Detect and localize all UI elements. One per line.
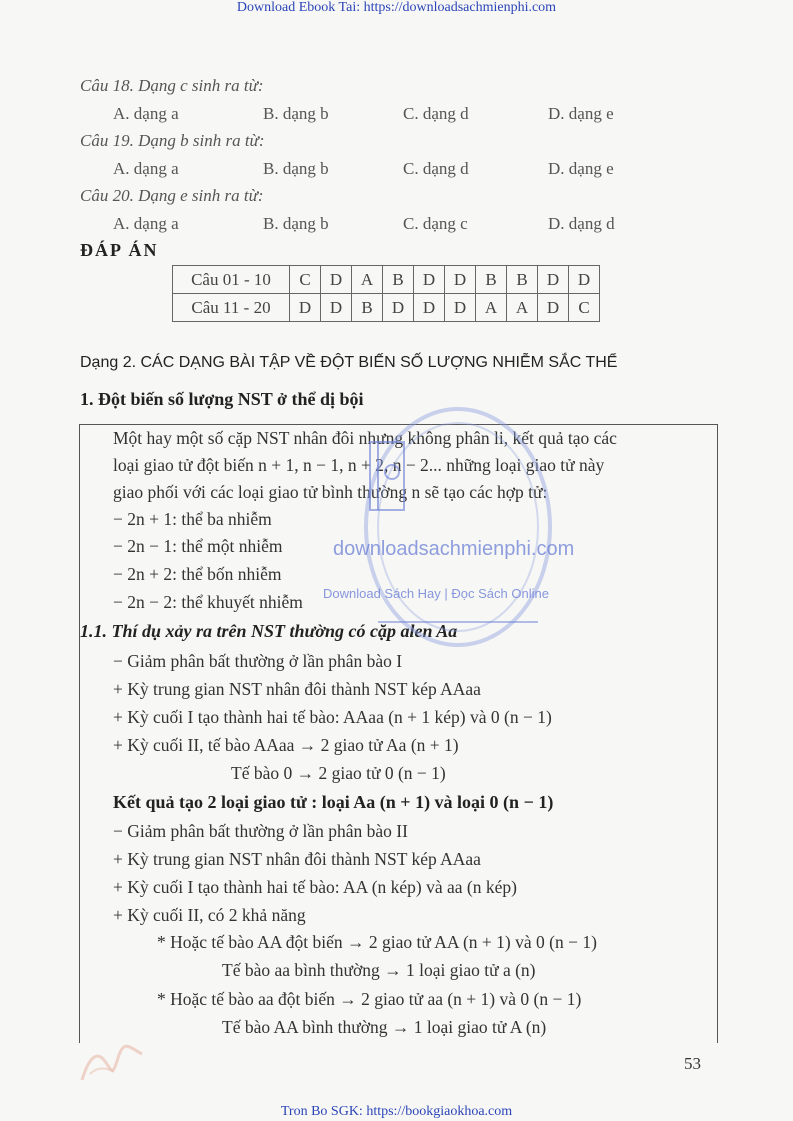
question-19-option-b: B. dạng b <box>263 159 329 178</box>
case2-line: * Hoặc tế bào AA đột biến → 2 giao tử AA (n + 1) và 0 (n − 1) <box>157 932 597 952</box>
intro-line: loại giao tử đột biến n + 1, n − 1, n + 2, n − 2... những loại giao tử này <box>113 455 605 475</box>
section-title: Dạng 2. CÁC DẠNG BÀI TẬP VỀ ĐỘT BIẾN SỐ LƯỢNG NHIỄM SẮC THỂ <box>80 354 618 371</box>
example-heading: 1.1. Thí dụ xảy ra trên NST thường có cặp alen Aa <box>80 621 458 641</box>
question-18-option-c: C. dạng d <box>403 104 469 123</box>
question-20-stem: Câu 20. Dạng e sinh ra từ: <box>80 186 264 205</box>
footer-sgk-link[interactable]: Tron Bo SGK: https://bookgiaokhoa.com <box>280 1104 513 1119</box>
question-18-stem: Câu 18. Dạng c sinh ra từ: <box>80 76 264 95</box>
intro-line: giao phối với các loại giao tử bình thường n sẽ tạo các hợp tử: <box>113 482 548 502</box>
watermark-site-text: downloadsachmienphi.com <box>333 538 575 560</box>
answer-cell: D <box>414 294 445 322</box>
answer-cell: B <box>476 266 507 294</box>
watermark-tagline: Download Sách Hay | Đọc Sách Online <box>323 586 549 601</box>
answer-cell: C <box>569 294 600 322</box>
question-19-option-c: C. dạng d <box>403 159 469 178</box>
case2-line: − Giảm phân bất thường ở lần phân bào II <box>113 821 408 841</box>
question-18-option-a: A. dạng a <box>113 104 179 123</box>
decorative-scribble-icon <box>78 1030 148 1085</box>
case1-line: − Giảm phân bất thường ở lần phân bào I <box>113 651 403 671</box>
case1-line: + Kỳ trung gian NST nhân đôi thành NST kép AAaa <box>113 679 481 699</box>
table-row <box>173 266 600 294</box>
case1-line: + Kỳ cuối II, tế bào AAaa → 2 giao tử Aa (n + 1) <box>113 735 459 755</box>
answer-cell: D <box>445 294 476 322</box>
answer-cell: D <box>321 294 352 322</box>
watermark-book-icon <box>358 402 558 652</box>
header-download-link[interactable]: Download Ebook Tai: https://downloadsachmienphi.com <box>236 0 557 15</box>
answer-cell: C <box>290 266 321 294</box>
answer-cell: D <box>383 294 414 322</box>
answer-cell: D <box>290 294 321 322</box>
question-18-option-b: B. dạng b <box>263 104 329 123</box>
intro-line: − 2n − 1: thể một nhiễm <box>113 536 283 556</box>
answer-row-label: Câu 11 - 20 <box>173 294 290 322</box>
question-20-option-d: D. dạng d <box>548 214 615 233</box>
result-heading: Kết quả tạo 2 loại giao tử : loại Aa (n + 1) và loại 0 (n − 1) <box>113 792 554 812</box>
answer-row-label: Câu 01 - 10 <box>173 266 290 294</box>
question-19-stem: Câu 19. Dạng b sinh ra từ: <box>80 131 265 150</box>
answer-cell: B <box>383 266 414 294</box>
subsection-title: 1. Đột biến số lượng NST ở thể dị bội <box>80 389 364 409</box>
answer-cell: A <box>476 294 507 322</box>
case1-line: Tế bào 0 → 2 giao tử 0 (n − 1) <box>231 763 446 783</box>
answer-cell: D <box>569 266 600 294</box>
table-row <box>173 294 600 322</box>
question-20-option-a: A. dạng a <box>113 214 179 233</box>
answer-key-table <box>172 265 600 322</box>
question-19-option-d: D. dạng e <box>548 159 614 178</box>
case2-line: Tế bào aa bình thường → 1 loại giao tử a (n) <box>222 960 536 980</box>
answer-cell: D <box>538 294 569 322</box>
case1-line: + Kỳ cuối I tạo thành hai tế bào: AAaa (n + 1 kép) và 0 (n − 1) <box>113 707 552 727</box>
answer-cell: D <box>445 266 476 294</box>
answer-cell: D <box>538 266 569 294</box>
case2-line: + Kỳ trung gian NST nhân đôi thành NST kép AAaa <box>113 849 481 869</box>
case2-line: Tế bào AA bình thường → 1 loại giao tử A (n) <box>222 1017 547 1037</box>
intro-line: − 2n − 2: thể khuyết nhiễm <box>113 592 303 612</box>
question-19-option-a: A. dạng a <box>113 159 179 178</box>
answer-key-title: ĐÁP ÁN <box>80 240 159 260</box>
answer-cell: D <box>414 266 445 294</box>
case2-line: + Kỳ cuối I tạo thành hai tế bào: AA (n kép) và aa (n kép) <box>113 877 517 897</box>
case2-line: * Hoặc tế bào aa đột biến → 2 giao tử aa (n + 1) và 0 (n − 1) <box>157 989 582 1009</box>
answer-cell: A <box>507 294 538 322</box>
answer-cell: B <box>352 294 383 322</box>
answer-cell: B <box>507 266 538 294</box>
intro-line: − 2n + 2: thể bốn nhiễm <box>113 564 282 584</box>
page-number: 53 <box>684 1054 701 1073</box>
intro-line: − 2n + 1: thể ba nhiễm <box>113 509 272 529</box>
answer-cell: D <box>321 266 352 294</box>
case2-line: + Kỳ cuối II, có 2 khả năng <box>113 905 306 925</box>
intro-line: Một hay một số cặp NST nhân đôi nhưng không phân li, kết quả tạo các <box>113 428 617 448</box>
question-18-option-d: D. dạng e <box>548 104 614 123</box>
question-20-option-c: C. dạng c <box>403 214 468 233</box>
question-20-option-b: B. dạng b <box>263 214 329 233</box>
answer-cell: A <box>352 266 383 294</box>
